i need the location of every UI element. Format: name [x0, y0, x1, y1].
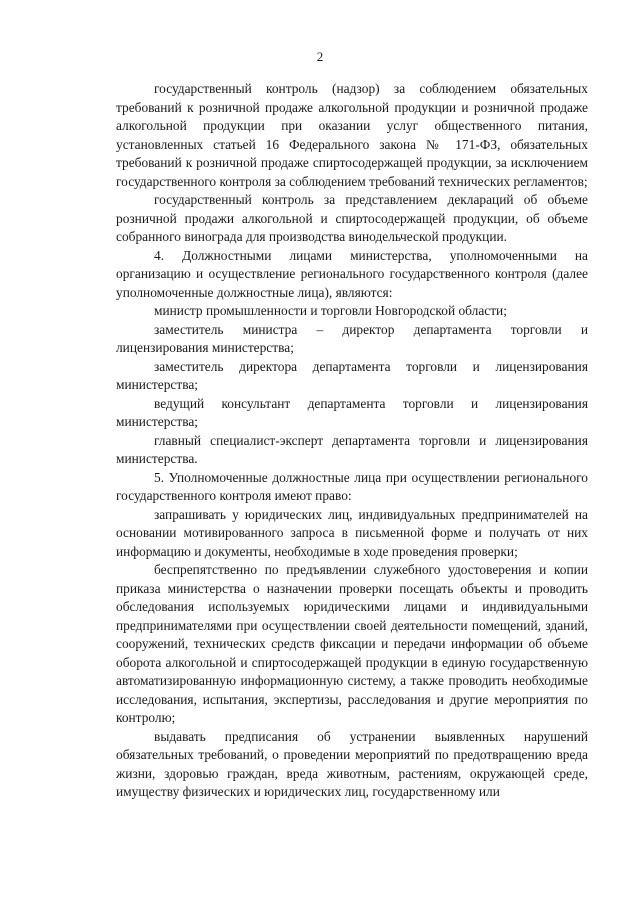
paragraph-official-minister: министр промышленности и торговли Новгородской области; — [154, 303, 507, 318]
document-body — [116, 80, 588, 802]
page-number: 2 — [316, 49, 324, 64]
paragraph-declaration-control: государственный контроль за представлением деклараций об объеме розничной продажи алкогольной и спиртосодержащей продукции, об объеме собранного винограда для производства винодельческой продукции. — [116, 192, 588, 244]
paragraph-federal-control: государственный контроль (надзор) за соблюдением обязательных требований к розничной продаже алкогольной продукции и розничной продаже алкогольной продукции при оказании услуг общественного питания, установленных статьей 16 Федерального закона № 171-ФЗ, обязательных требований к розничной продаже спиртосодержащей продукции, за исключением государственного контроля за соблюдением требований технических регламентов; — [116, 81, 588, 189]
paragraph-section-4: 4. Должностными лицами министерства, уполномоченными на организацию и осуществление регионального государственного контроля (далее уполномоченные должностные лица), являются: — [116, 247, 588, 300]
paragraph-official-chief-specialist: главный специалист-эксперт департамента торговли и лицензирования министерства. — [116, 432, 588, 466]
paragraph-official-lead-consultant: ведущий консультант департамента торговли и лицензирования министерства; — [116, 395, 588, 429]
paragraph-official-deputy-director: заместитель директора департамента торговли и лицензирования министерства; — [116, 358, 588, 392]
paragraph-right-prescriptions: выдавать предписания об устранении выявленных нарушений обязательных требований, о проведении мероприятий по предотвращению вреда жизни, здоровью граждан, вреда животным, растениям, окружающей среде, имуществу физических и юридических лиц, государственному или — [116, 728, 588, 799]
paragraph-official-deputy-minister: заместитель министра – директор департамента торговли и лицензирования министерства; — [116, 321, 588, 355]
paragraph-right-request: запрашивать у юридических лиц, индивидуальных предпринимателей на основании мотивированного запроса в письменной форме и получать от них информацию и документы, необходимые в ходе проведения проверки; — [116, 506, 588, 559]
paragraph-right-inspect: беспрепятственно по предъявлении служебного удостоверения и копии приказа министерства о назначении проверки посещать объекты и проводить обследования используемых юридическими лицами и индивидуальными предпринимателями при осуществлении своей деятельности помещений, зданий, сооружений, технических средств фиксации и передачи информации об объеме оборота алкогольной и спиртосодержащей продукции в единую государственную автоматизированную информационную систему, а также проводить необходимые исследования, испытания, экспертизы, расследования и другие мероприятия по контролю; — [116, 562, 588, 725]
paragraph-section-5: 5. Уполномоченные должностные лица при осуществлении регионального государственного контроля имеют право: — [116, 469, 588, 503]
